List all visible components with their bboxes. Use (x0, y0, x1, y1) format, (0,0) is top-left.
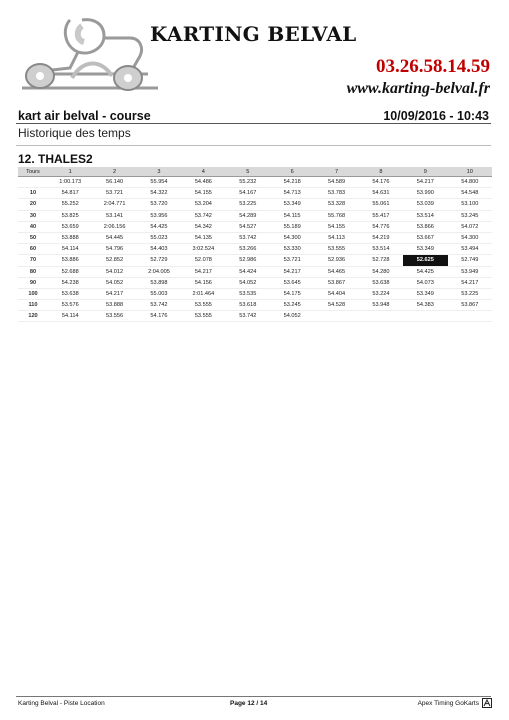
lap-time-cell: 53.667 (403, 232, 447, 243)
lap-time-cell: 53.990 (403, 188, 447, 199)
lap-time-cell: 55.189 (270, 221, 314, 232)
lap-time-cell: 54.156 (181, 277, 225, 288)
lap-time-cell: 54.445 (92, 232, 136, 243)
lap-time-cell: 2:04.771 (92, 199, 136, 210)
lap-time-cell: 53.949 (448, 266, 492, 277)
lap-time-cell: 53.514 (359, 244, 403, 255)
column-header: 6 (270, 167, 314, 177)
brand-title: KARTING BELVAL (150, 22, 357, 46)
lap-time-cell: 53.721 (92, 188, 136, 199)
lap-time-cell: 54.300 (448, 232, 492, 243)
lap-time-cell: 53.742 (226, 311, 270, 322)
lap-time-cell: 54.012 (92, 266, 136, 277)
lap-time-cell: 53.100 (448, 199, 492, 210)
lap-time-cell: 53.555 (314, 244, 358, 255)
row-label: 90 (18, 277, 48, 288)
lap-time-cell: 53.886 (48, 255, 92, 266)
lap-time-cell: 53.245 (448, 210, 492, 221)
lap-time-cell: 53.866 (403, 221, 447, 232)
lap-time-cell: 2:04.005 (137, 266, 181, 277)
empty-cell (403, 311, 447, 322)
empty-cell (314, 311, 358, 322)
column-header: 2 (92, 167, 136, 177)
table-row (18, 255, 492, 266)
report-subtitle: Historique des temps (18, 126, 131, 140)
driver-heading: 12. THALES2 (18, 152, 93, 166)
lap-time-cell: 54.425 (137, 221, 181, 232)
lap-time-cell: 54.528 (314, 300, 358, 311)
table-row (18, 300, 492, 311)
table-row (18, 266, 492, 277)
website-link[interactable]: www.karting-belval.fr (346, 80, 490, 97)
lap-time-cell: 54.217 (448, 277, 492, 288)
lap-time-cell: 53.555 (181, 311, 225, 322)
lap-time-cell: 55.003 (137, 288, 181, 299)
lap-time-cell: 54.217 (270, 266, 314, 277)
lap-time-cell: 54.155 (314, 221, 358, 232)
lap-time-cell: 53.956 (137, 210, 181, 221)
lap-time-cell: 53.867 (314, 277, 358, 288)
lap-time-cell: 53.888 (48, 232, 92, 243)
table-row (18, 188, 492, 199)
lap-time-cell: 55.417 (359, 210, 403, 221)
event-datetime: 10/09/2016 - 10:43 (383, 109, 489, 123)
row-label: 100 (18, 288, 48, 299)
lap-time-cell: 53.720 (137, 199, 181, 210)
footer-credit: Apex Timing GoKarts (417, 700, 479, 707)
column-header: 7 (314, 167, 358, 177)
lap-time-cell: 54.176 (137, 311, 181, 322)
header-divider (16, 123, 491, 124)
lap-time-cell: 54.322 (137, 188, 181, 199)
lap-time-cell: 54.631 (359, 188, 403, 199)
lap-times-body (18, 177, 492, 322)
lap-time-cell: 53.742 (181, 210, 225, 221)
lap-time-cell: 54.115 (270, 210, 314, 221)
lap-time-cell: 53.494 (448, 244, 492, 255)
lap-time-cell: 54.072 (448, 221, 492, 232)
lap-time-cell: 54.289 (226, 210, 270, 221)
lap-time-cell: 54.052 (270, 311, 314, 322)
lap-time-cell: 53.330 (270, 244, 314, 255)
lap-time-cell: 2:01.464 (181, 288, 225, 299)
lap-time-cell: 53.867 (448, 300, 492, 311)
table-row (18, 221, 492, 232)
phone-number: 03.26.58.14.59 (376, 56, 490, 77)
lap-time-cell: 53.638 (48, 288, 92, 299)
lap-time-cell: 55.023 (137, 232, 181, 243)
row-label: 50 (18, 232, 48, 243)
lap-time-cell: 53.535 (226, 288, 270, 299)
lap-time-cell: 54.114 (48, 311, 92, 322)
table-row (18, 244, 492, 255)
lap-time-cell: 54.114 (48, 244, 92, 255)
lap-time-cell: 54.217 (403, 177, 447, 188)
lap-time-cell: 54.052 (92, 277, 136, 288)
lap-time-cell: 54.176 (359, 177, 403, 188)
lap-time-cell: 52.852 (92, 255, 136, 266)
lap-time-cell: 55.232 (226, 177, 270, 188)
lap-time-cell: 53.783 (314, 188, 358, 199)
lap-time-cell: 54.425 (403, 266, 447, 277)
row-label (18, 177, 48, 188)
column-header: 5 (226, 167, 270, 177)
lap-time-cell: 54.135 (181, 232, 225, 243)
lap-time-cell: 53.825 (48, 210, 92, 221)
row-label: 20 (18, 199, 48, 210)
lap-time-cell: 53.638 (359, 277, 403, 288)
lap-time-cell: 55.954 (137, 177, 181, 188)
lap-time-cell: 54.219 (359, 232, 403, 243)
lap-time-cell: 2:06.156 (92, 221, 136, 232)
column-header-tours: Tours (18, 167, 48, 177)
lap-time-cell: 54.073 (403, 277, 447, 288)
kart-logo-icon (12, 8, 162, 100)
column-header: 10 (448, 167, 492, 177)
table-row (18, 288, 492, 299)
lap-time-cell: 54.776 (359, 221, 403, 232)
lap-time-cell: 53.659 (48, 221, 92, 232)
lap-time-cell: 53.618 (226, 300, 270, 311)
lap-time-cell: 54.238 (48, 277, 92, 288)
lap-time-cell: 53.225 (226, 199, 270, 210)
lap-time-cell: 56.140 (92, 177, 136, 188)
lap-time-cell: 54.424 (226, 266, 270, 277)
table-row (18, 210, 492, 221)
event-title: kart air belval - course (18, 109, 151, 123)
lap-time-cell: 53.266 (226, 244, 270, 255)
lap-time-cell: 54.800 (448, 177, 492, 188)
row-label: 110 (18, 300, 48, 311)
lap-time-cell: 54.404 (314, 288, 358, 299)
lap-time-cell: 1:00.173 (48, 177, 92, 188)
lap-time-cell: 55.061 (359, 199, 403, 210)
lap-time-cell: 54.383 (403, 300, 447, 311)
lap-time-cell: 54.548 (448, 188, 492, 199)
lap-time-cell: 54.218 (270, 177, 314, 188)
row-label: 40 (18, 221, 48, 232)
lap-time-cell: 53.888 (92, 300, 136, 311)
table-row (18, 311, 492, 322)
lap-time-cell: 54.465 (314, 266, 358, 277)
footer-location: Karting Belval - Piste Location (18, 700, 105, 707)
lap-time-cell: 54.167 (226, 188, 270, 199)
lap-time-cell: 53.039 (403, 199, 447, 210)
lap-time-cell: 53.141 (92, 210, 136, 221)
empty-cell (359, 311, 403, 322)
lap-time-cell: 3:02.524 (181, 244, 225, 255)
row-label: 70 (18, 255, 48, 266)
lap-time-cell: 54.589 (314, 177, 358, 188)
footer-divider (16, 696, 491, 697)
lap-time-cell: 53.645 (270, 277, 314, 288)
lap-time-cell: 54.796 (92, 244, 136, 255)
lap-time-cell: 54.113 (314, 232, 358, 243)
lap-time-cell: 53.349 (270, 199, 314, 210)
lap-time-cell: 53.556 (92, 311, 136, 322)
lap-time-cell: 52.688 (48, 266, 92, 277)
column-header: 4 (181, 167, 225, 177)
lap-time-cell: 53.349 (403, 288, 447, 299)
lap-time-cell: 54.486 (181, 177, 225, 188)
lap-time-cell: 54.342 (181, 221, 225, 232)
lap-time-cell: 52.749 (448, 255, 492, 266)
table-row (18, 177, 492, 188)
lap-time-cell: 54.280 (359, 266, 403, 277)
lap-time-cell: 53.224 (359, 288, 403, 299)
lap-time-cell: 53.514 (403, 210, 447, 221)
lap-times-table (18, 167, 492, 322)
lap-time-cell: 53.349 (403, 244, 447, 255)
lap-time-cell: 53.225 (448, 288, 492, 299)
lap-time-cell: 53.328 (314, 199, 358, 210)
best-lap-cell: 52.625 (403, 255, 447, 266)
empty-cell (448, 311, 492, 322)
lap-time-cell: 52.729 (137, 255, 181, 266)
lap-time-cell: 53.245 (270, 300, 314, 311)
subtitle-divider (16, 145, 491, 146)
lap-time-cell: 52.728 (359, 255, 403, 266)
lap-time-cell: 53.948 (359, 300, 403, 311)
lap-time-cell: 53.898 (137, 277, 181, 288)
lap-time-cell: 53.742 (226, 232, 270, 243)
lap-time-cell: 52.078 (181, 255, 225, 266)
lap-time-cell: 54.403 (137, 244, 181, 255)
lap-time-cell: 54.217 (181, 266, 225, 277)
lap-time-cell: 55.252 (48, 199, 92, 210)
table-row (18, 232, 492, 243)
lap-time-cell: 54.052 (226, 277, 270, 288)
lap-time-cell: 54.527 (226, 221, 270, 232)
lap-time-cell: 53.721 (270, 255, 314, 266)
lap-time-cell: 53.555 (181, 300, 225, 311)
lap-time-cell: 52.936 (314, 255, 358, 266)
column-header: 9 (403, 167, 447, 177)
lap-time-cell: 54.155 (181, 188, 225, 199)
lap-time-cell: 53.204 (181, 199, 225, 210)
lap-time-cell: 53.742 (137, 300, 181, 311)
row-label: 120 (18, 311, 48, 322)
page-number: Page 12 / 14 (230, 700, 268, 707)
row-label: 30 (18, 210, 48, 221)
column-header: 8 (359, 167, 403, 177)
lap-time-cell: 52.986 (226, 255, 270, 266)
lap-time-cell: 54.175 (270, 288, 314, 299)
row-label: 10 (18, 188, 48, 199)
lap-time-cell: 54.217 (92, 288, 136, 299)
lap-time-cell: 55.768 (314, 210, 358, 221)
lap-time-cell: 54.713 (270, 188, 314, 199)
row-label: 80 (18, 266, 48, 277)
table-header-row (18, 167, 492, 177)
table-row (18, 277, 492, 288)
column-header: 3 (137, 167, 181, 177)
lap-time-cell: 53.576 (48, 300, 92, 311)
lap-time-cell: 54.300 (270, 232, 314, 243)
table-row (18, 199, 492, 210)
lap-time-cell: 54.817 (48, 188, 92, 199)
column-header: 1 (48, 167, 92, 177)
row-label: 60 (18, 244, 48, 255)
apex-timing-logo-icon (482, 698, 492, 708)
